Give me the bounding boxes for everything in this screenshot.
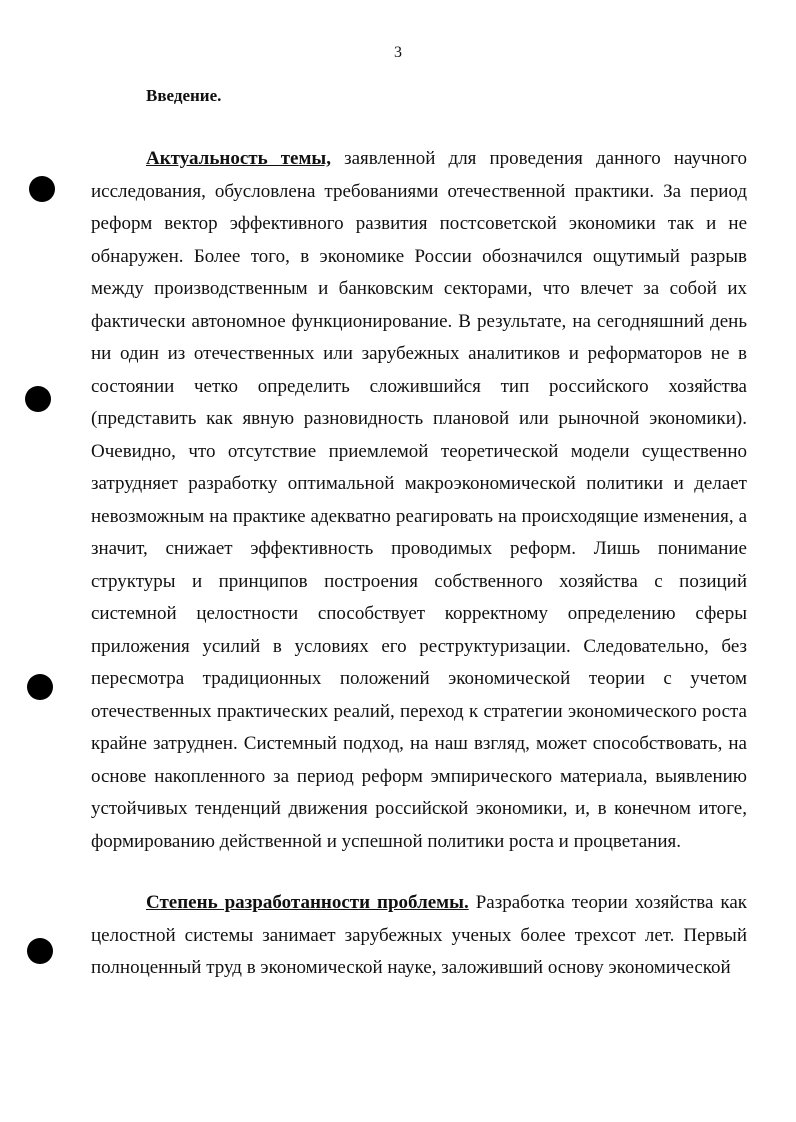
paragraph-lead: Степень разработанности проблемы. [146,892,469,913]
page-number: 3 [394,44,402,61]
paragraph-relevance [91,143,747,858]
paragraph-development-degree [91,887,747,999]
paragraph-lead: Актуальность темы, [146,148,332,169]
paragraph-text: Разработка теории хозяйства как целостной системы занимает зарубежных ученых более трехсот лет. Первый полноценный труд в экономической науке, заложивший основу экономической [91,892,747,978]
punch-hole [27,674,53,700]
paragraph-text: заявленной для проведения данного научного исследования, обусловлена требованиями отечественной практики. За период реформ вектор эффективного развития постсоветской экономики так и не обнаружен. Более того, в экономике России обозначился ощутимый разрыв между производственным и банковским секторами, что влечет за собой их фактически автономное функционирование. В результате, на сегодняшний день ни один из отечественных или зарубежных аналитиков и реформаторов не в состоянии четко определить сложившийся тип российского хозяйства (представить как явную разновидность плановой или рыночной экономики). Очевидно, что отсутствие приемлемой теоретической модели существенно затрудняет разработку оптимальной макроэкономической политики и делает невозможным на практике адекватно реагировать на происходящие изменения, а значит, снижает эффективность проводимых реформ. Лишь понимание структуры и принципов построения собственного хозяйства с позиций системной целостности способствует корректному определению сферы приложения усилий в условиях его реструктуризации. Следовательно, без пересмотра традиционных положений экономической теории с учетом отечественных практических реалий, переход к стратегии экономического роста крайне затруднен. Системный подход, на наш взгляд, может способствовать, на основе накопленного за период реформ эмпирического материала, выявлению устойчивых тенденций движения российской экономики, и, в конечном итоге, формированию действенной и успешной политики роста и процветания. [91,148,747,852]
punch-hole [29,176,55,202]
punch-hole [25,386,51,412]
punch-hole [27,938,53,964]
section-heading: Введение. [146,86,222,105]
